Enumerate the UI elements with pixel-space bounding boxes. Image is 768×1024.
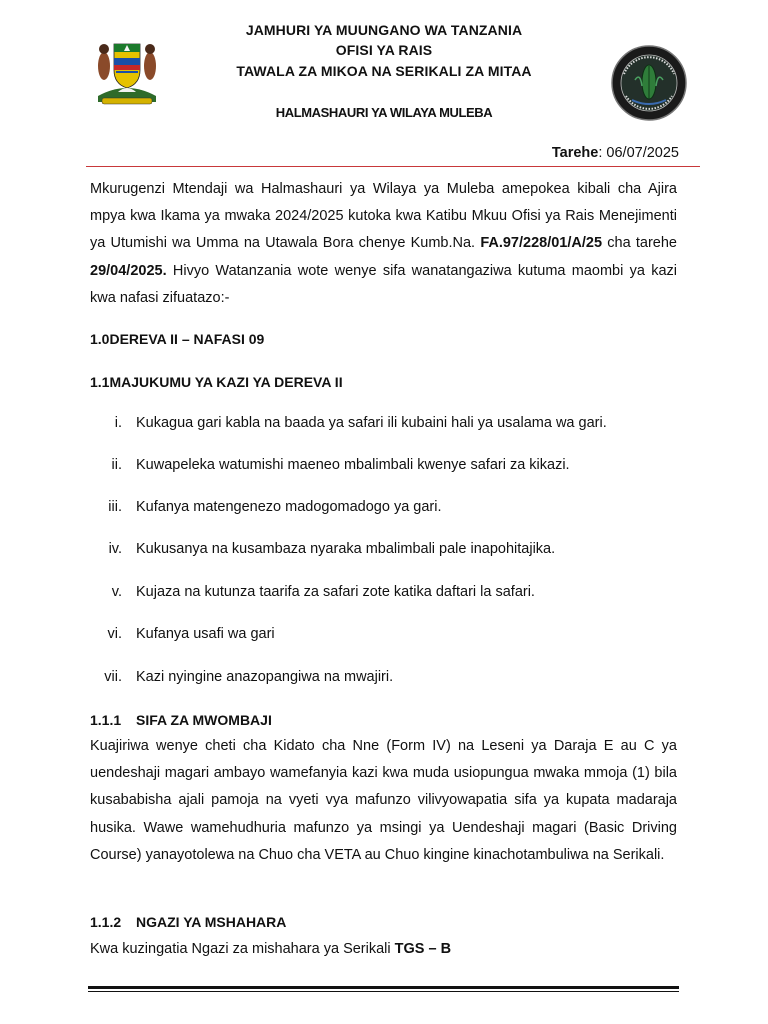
duty-item [90,499,690,519]
section-number: 1.1 [90,374,110,390]
duty-item [90,541,690,561]
section-number: 1.0 [90,331,110,347]
section-title: DEREVA II – NAFASI 09 [109,331,265,347]
duty-numeral: vi. [107,626,122,642]
date-separator: : [598,145,607,161]
duty-item [90,415,690,435]
intro-text-2: cha tarehe [602,235,677,252]
section-number: 1.1.1 [90,712,122,728]
duty-text: Kufanya matengenezo madogomadogo ya gari. [136,499,442,515]
duty-item [90,626,690,646]
footer-divider [88,986,679,989]
header-office: OFISI YA RAIS [335,42,433,58]
section-heading-duties [90,374,343,390]
duty-numeral: ii. [111,457,122,473]
document-date [552,145,679,161]
date-label: Tarehe [551,145,599,161]
duty-text: Kufanya usafi wa gari [136,626,275,642]
permit-date: 29/04/2025. [90,262,167,279]
section-heading-qualifications [90,712,272,728]
duty-numeral: i. [114,415,122,431]
intro-text-3: Hivyo Watanzania wote wenye sifa wanatangaziwa kutuma maombi ya kazi kwa nafasi zifuatazo:- [90,262,677,306]
header-country: JAMHURI YA MUUNGANO WA TANZANIA [245,22,523,38]
section-number: 1.1.2 [90,914,122,930]
permit-reference: FA.97/228/01/A/25 [480,235,603,252]
duty-item [90,457,690,477]
qualifications-paragraph: Kuajiriwa wenye cheti cha Kidato cha Nne (Form IV) na Leseni ya Daraja E au C ya uendeshaji magari ambayo wamefanyia kazi kwa muda usiopungua mwaka mmoja (1) bila kusababisha ajali pamoja na vyeti vya mafunzo vilivyowapatia sifa ya kupata madaraja husika. Wawe wamehudhuria mafunzo ya msingi ya Uendeshaji magari (Basic Driving Course) yanayotolewa na Chuo cha VETA au Chuo kingine kinachotambuliwa na Serikali. [90,738,677,863]
muleba-district-seal-icon [610,44,688,122]
duty-text: Kazi nyingine anazopangiwa na mwajiri. [136,669,394,685]
duty-item [90,669,690,689]
section-title: NGAZI YA MSHAHARA [136,914,287,930]
intro-paragraph [90,176,677,312]
duty-numeral: iii. [108,499,122,515]
intro-text: Mkurugenzi Mtendaji wa Halmashauri ya Wilaya ya Muleba amepokea kibali cha Ajira mpya kwa Ikama ya mwaka 2024/2025 kutoka kwa Katibu Mkuu Ofisi ya Rais Menejimenti ya Utumishi wa Umma na Utawala Bora chenye Kumb.Na. [90,181,677,252]
duty-text: Kujaza na kutunza taarifa za safari zote katika daftari la safari. [136,584,535,600]
header-divider [86,166,700,167]
date-value: 06/07/2025 [606,145,679,161]
salary-text: Kwa kuzingatia Ngazi za mishahara ya Serikali [90,941,395,957]
salary-line [90,941,451,957]
header-council: HALMASHAURI YA WILAYA MULEBA [275,105,493,120]
header-ministry: TAWALA ZA MIKOA NA SERIKALI ZA MITAA [236,63,532,79]
salary-grade: TGS – B [394,941,452,957]
section-title: SIFA ZA MWOMBAJI [136,712,272,728]
section-heading-vacancy [90,331,264,347]
duty-numeral: iv. [108,541,122,557]
duty-numeral: v. [111,584,122,600]
footer-divider-thin [88,991,679,992]
duty-item [90,584,690,604]
duty-numeral: vii. [104,669,122,685]
duty-text: Kukusanya na kusambaza nyaraka mbalimbali pale inapohitajika. [136,541,556,557]
section-heading-salary [90,914,286,930]
duty-text: Kuwapeleka watumishi maeneo mbalimbali kwenye safari za kikazi. [136,457,570,473]
section-title: MAJUKUMU YA KAZI YA DEREVA II [109,374,343,390]
duty-text: Kukagua gari kabla na baada ya safari ili kubaini hali ya usalama wa gari. [136,415,607,431]
